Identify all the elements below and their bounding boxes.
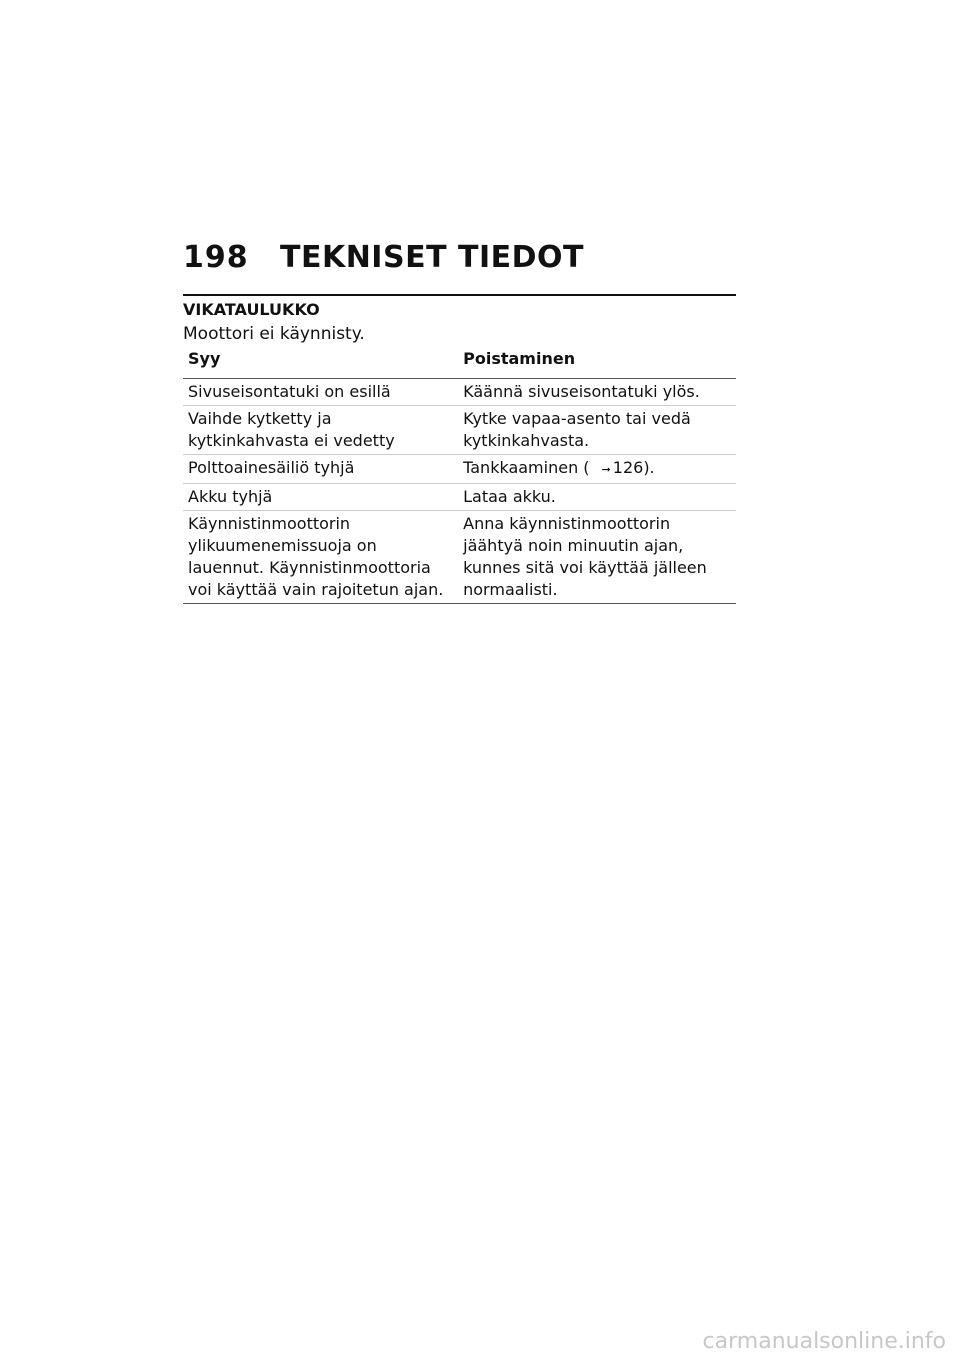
cause-cell: Käynnistinmoottorin ylikuumenemissuoja on lauennut. Käynnistinmoottoria voi käyttää vain rajoitetun ajan. (183, 511, 458, 604)
cause-cell: Sivuseisontatuki on esillä (183, 379, 458, 406)
table-row (183, 455, 736, 484)
remedy-cell: Käännä sivuseisontatuki ylös. (458, 379, 736, 406)
table-header-row (183, 345, 736, 379)
arrow-right-icon: ➞ (601, 463, 611, 476)
table-row (183, 484, 736, 511)
cause-cell: Vaihde kytketty ja kytkinkahvasta ei vedetty (183, 406, 458, 455)
remedy-cell: Kytke vapaa-asento tai vedä kytkinkahvasta. (458, 406, 736, 455)
fault-table (183, 345, 736, 604)
page-reference-link[interactable]: 126 (612, 458, 644, 477)
watermark: carmanualsonline.info (702, 1329, 946, 1354)
table-row (183, 379, 736, 406)
section-title: VIKATAULUKKO (183, 294, 736, 319)
remedy-cell: Tankkaaminen ( ➞ 126). (458, 455, 736, 484)
remedy-text: Tankkaaminen (463, 458, 579, 477)
header-cause: Syy (183, 345, 458, 379)
remedy-cell: Lataa akku. (458, 484, 736, 511)
table-row (183, 406, 736, 455)
chapter-title: TEKNISET TIEDOT (280, 240, 584, 275)
header-remedy: Poistaminen (458, 345, 736, 379)
page-number: 198 (183, 240, 249, 275)
intro-text: Moottori ei käynnisty. (183, 324, 365, 344)
cause-cell: Polttoainesäiliö tyhjä (183, 455, 458, 484)
cause-cell: Akku tyhjä (183, 484, 458, 511)
table-row (183, 511, 736, 604)
remedy-cell: Anna käynnistinmoottorin jäähtyä noin minuutin ajan, kunnes sitä voi käyttää jälleen normaalisti. (458, 511, 736, 604)
